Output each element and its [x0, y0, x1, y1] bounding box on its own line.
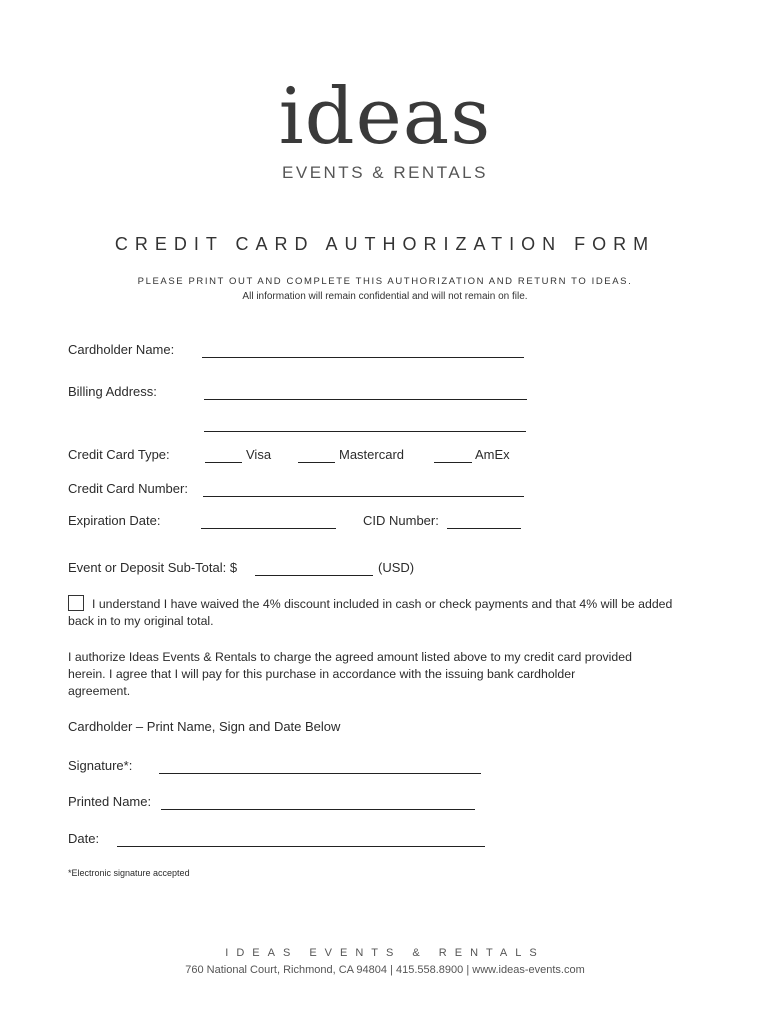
cid-number-label: CID Number:: [363, 513, 439, 528]
footer-contact-info: 760 National Court, Richmond, CA 94804 | 415.558.8900 | www.ideas-events.com: [185, 964, 585, 976]
billing-address-field-line1[interactable]: [204, 399, 527, 400]
discount-text-line2: back in to my original total.: [68, 614, 214, 628]
expiration-date-field[interactable]: [201, 528, 336, 529]
form-title: CREDIT CARD AUTHORIZATION FORM: [114, 234, 656, 254]
footer-company-name: IDEAS EVENTS & RENTALS: [225, 947, 545, 959]
printed-name-label: Printed Name:: [68, 794, 152, 809]
card-type-label: Credit Card Type:: [68, 447, 170, 462]
visa-option-label: Visa: [246, 447, 272, 462]
date-label: Date:: [68, 831, 100, 846]
authorize-text-line3: agreement.: [68, 684, 131, 698]
authorize-text-line1: I authorize Ideas Events & Rentals to charge the agreed amount listed above to my credit card provided: [68, 650, 632, 664]
authorize-text-line2: herein. I agree that I will pay for this purchase in accordance with the issuing bank cardholder: [68, 667, 576, 681]
instruction-text: PLEASE PRINT OUT AND COMPLETE THIS AUTHORIZATION AND RETURN TO IDEAS.: [137, 276, 633, 287]
subtotal-label: Event or Deposit Sub-Total: $: [68, 560, 238, 575]
discount-acknowledge-checkbox[interactable]: [68, 595, 84, 611]
mastercard-option-label: Mastercard: [339, 447, 405, 462]
cid-number-field[interactable]: [447, 528, 521, 529]
amex-blank[interactable]: [434, 462, 472, 463]
billing-address-field-line2[interactable]: [204, 431, 526, 432]
logo-subtitle: EVENTS & RENTALS: [282, 163, 488, 182]
signature-field[interactable]: [159, 773, 481, 774]
visa-blank[interactable]: [205, 462, 242, 463]
signature-section-heading: Cardholder – Print Name, Sign and Date Below: [68, 719, 341, 734]
subtotal-field[interactable]: [255, 575, 373, 576]
expiration-date-label: Expiration Date:: [68, 513, 161, 528]
confidentiality-note: All information will remain confidential and will not remain on file.: [242, 291, 528, 302]
discount-text-line1: I understand I have waived the 4% discount included in cash or check payments and that 4% will be added: [92, 597, 673, 611]
card-number-field[interactable]: [203, 496, 524, 497]
mastercard-blank[interactable]: [298, 462, 335, 463]
date-field[interactable]: [117, 846, 485, 847]
currency-label: (USD): [378, 560, 415, 575]
electronic-signature-note: *Electronic signature accepted: [68, 868, 190, 878]
cardholder-name-field[interactable]: [202, 357, 524, 358]
printed-name-field[interactable]: [161, 809, 475, 810]
logo-wordmark: ideas: [278, 72, 492, 162]
billing-address-label: Billing Address:: [68, 384, 157, 399]
signature-label: Signature*:: [68, 758, 133, 773]
cardholder-name-label: Cardholder Name:: [68, 342, 175, 357]
amex-option-label: AmEx: [475, 447, 510, 462]
card-number-label: Credit Card Number:: [68, 481, 188, 496]
